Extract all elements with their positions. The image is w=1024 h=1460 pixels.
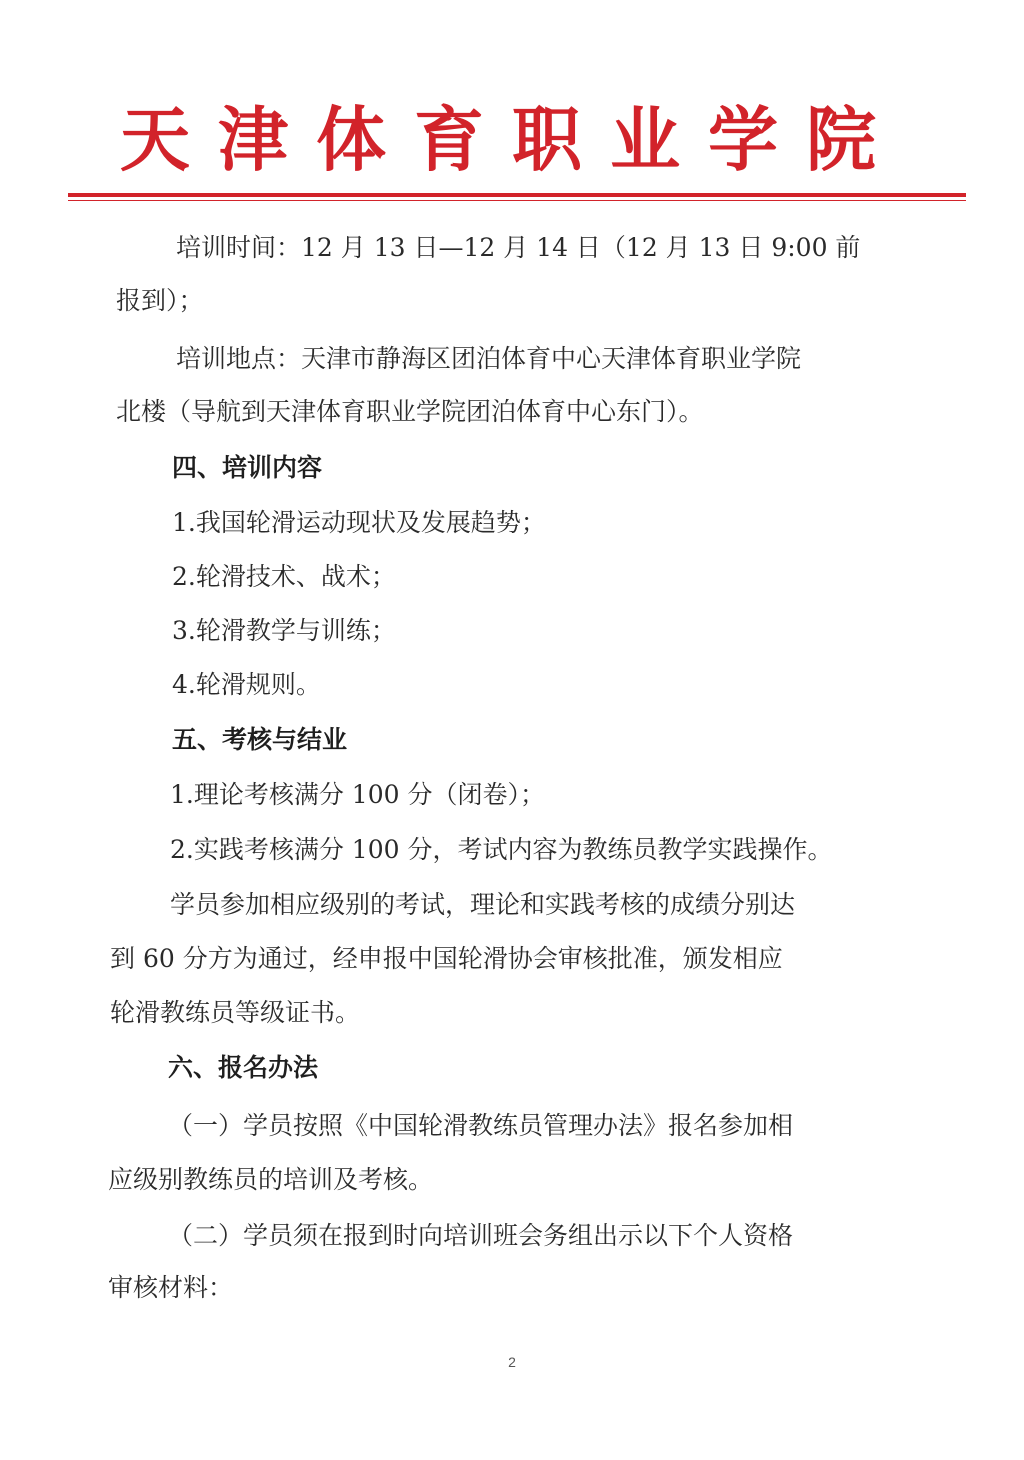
page-number: 2 [508, 1354, 516, 1370]
section-4-item: 1.我国轮滑运动现状及发展趋势； [172, 508, 546, 537]
section-4-item: 4.轮滑规则。 [172, 670, 321, 699]
section-6-item-2-line-2: 审核材料： [108, 1273, 234, 1302]
section-4-heading: 四、培训内容 [172, 453, 323, 482]
training-time-line-2: 报到）； [116, 286, 204, 315]
section-6-item-1-line-2: 应级别教练员的培训及考核。 [108, 1165, 434, 1194]
institution-title: 天津体育职业学院 [120, 98, 904, 181]
header-rule-thick [68, 193, 966, 197]
training-time-line-1: 培训时间：12 月 13 日—12 月 14 日（12 月 13 日 9:00 前 [176, 233, 861, 262]
section-5-heading: 五、考核与结业 [172, 725, 348, 754]
section-5-item: 1.理论考核满分 100 分（闭卷）； [170, 780, 545, 809]
section-4-item: 2.轮滑技术、战术； [172, 562, 396, 591]
section-5-paragraph-line-1: 学员参加相应级别的考试，理论和实践考核的成绩分别达 [170, 890, 796, 919]
section-5-item: 2.实践考核满分 100 分，考试内容为教练员教学实践操作。 [170, 835, 833, 864]
header-rule-thin [68, 200, 966, 201]
training-location-line-1: 培训地点：天津市静海区团泊体育中心天津体育职业学院 [176, 344, 802, 373]
section-6-heading: 六、报名办法 [168, 1053, 319, 1082]
section-4-item: 3.轮滑教学与训练； [172, 616, 396, 645]
section-5-paragraph-line-2: 到 60 分方为通过，经申报中国轮滑协会审核批准，颁发相应 [110, 944, 783, 973]
section-6-item-2-line-1: （二）学员须在报到时向培训班会务组出示以下个人资格 [168, 1221, 794, 1250]
training-location-line-2: 北楼（导航到天津体育职业学院团泊体育中心东门）。 [116, 397, 704, 426]
section-6-item-1-line-1: （一）学员按照《中国轮滑教练员管理办法》报名参加相 [168, 1111, 794, 1140]
section-5-paragraph-line-3: 轮滑教练员等级证书。 [110, 998, 361, 1027]
